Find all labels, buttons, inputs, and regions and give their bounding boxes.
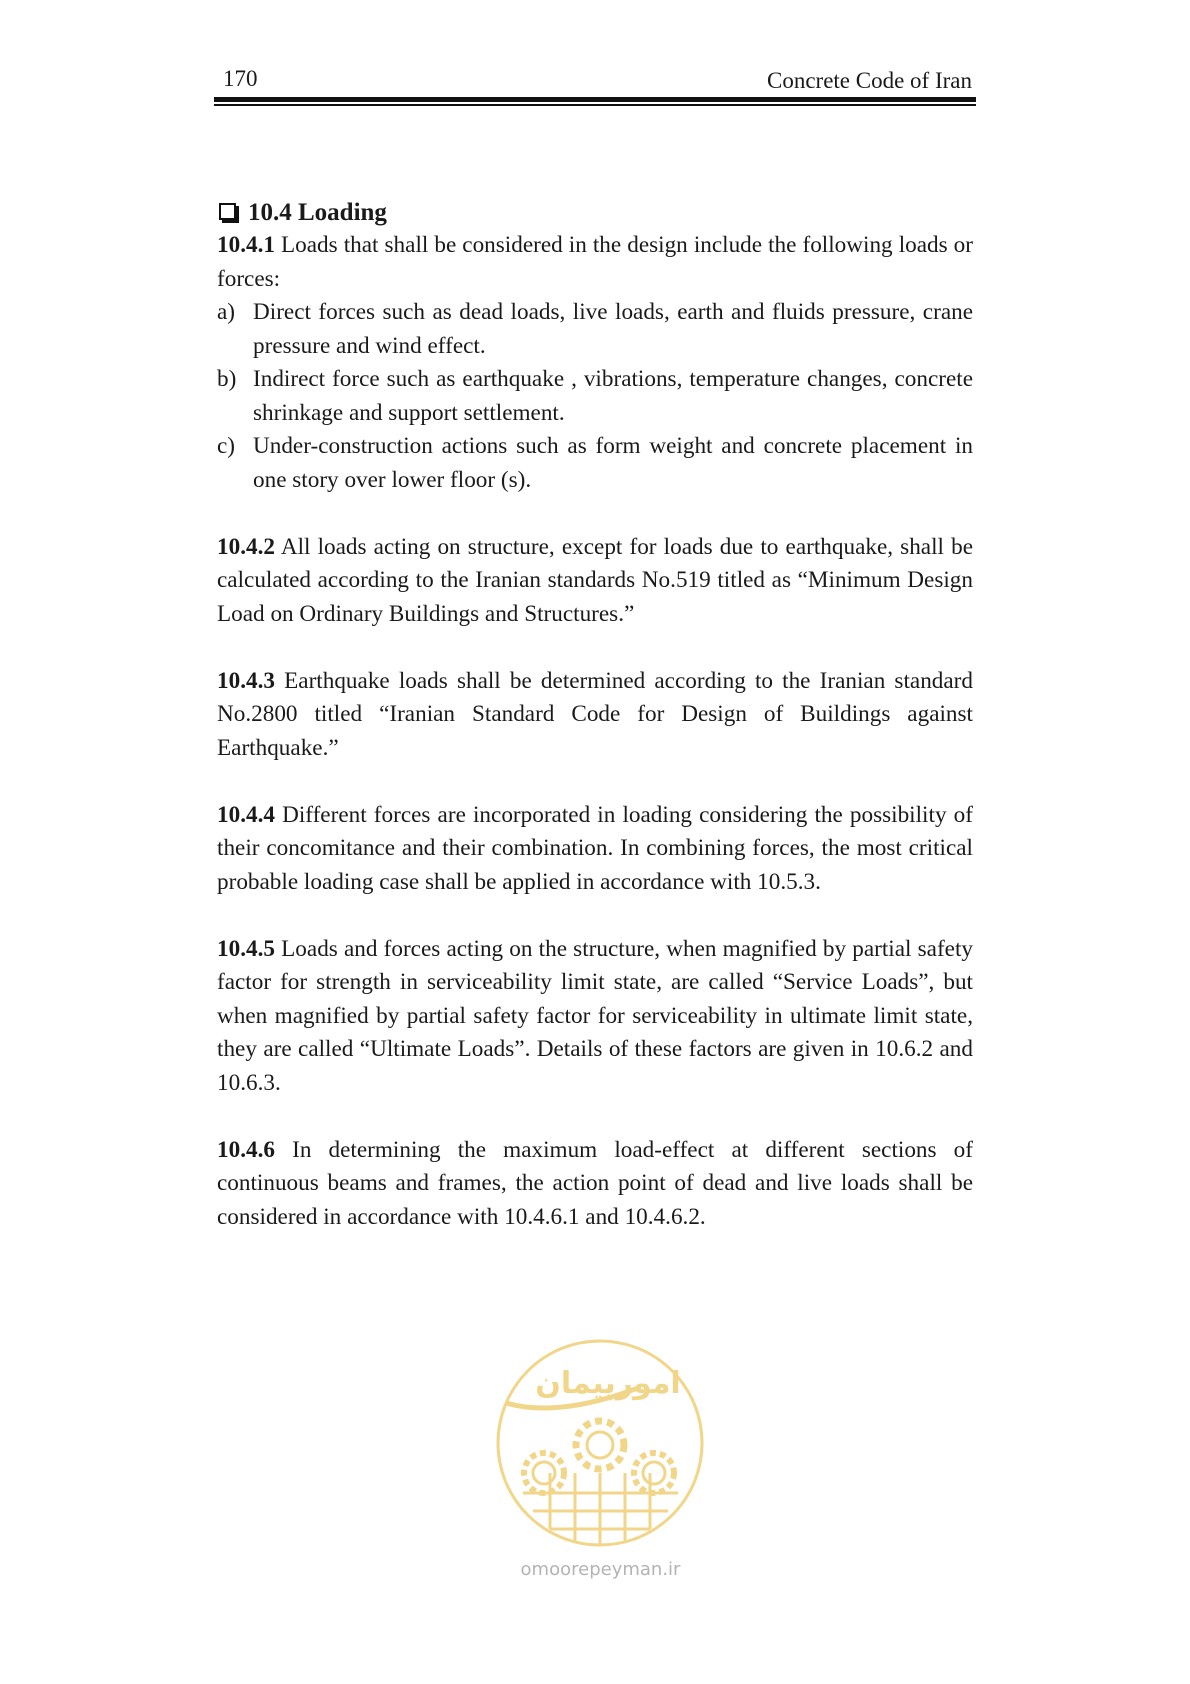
clause-number: 10.4.1	[217, 232, 275, 258]
header-rule-thin	[214, 104, 976, 106]
clause-10-4-4	[217, 799, 973, 900]
clause-text: Loads and forces acting on the structure, when magnified by partial safety factor for strength in serviceability limit state, are called “Service Loads”, but when magnified by partial safety factor for serviceability in ultimate limit state, they are called “Ultimate Loads”. Details of these factors are given in 10.6.2 and 10.6.3.	[217, 935, 973, 1096]
clause-10-4-1	[217, 229, 973, 296]
watermark	[488, 1333, 713, 1593]
watermark-logo-icon	[488, 1333, 713, 1553]
list-item-text: Direct forces such as dead loads, live loads, earth and fluids pressure, crane pressure and wind effect.	[253, 299, 973, 359]
clause-text: In determining the maximum load-effect at different sections of continuous beams and frames, the action point of dead and live loads shall be considered in accordance with 10.4.6.1 and 10.4.6.2.	[217, 1136, 973, 1230]
list-item-text: Indirect force such as earthquake , vibrations, temperature changes, concrete shrinkage and support settlement.	[253, 366, 973, 426]
clause-text: All loads acting on structure, except for loads due to earthquake, shall be calculated according to the Iranian standards No.519 titled as “Minimum Design Load on Ordinary Buildings and Structures.”	[217, 533, 973, 627]
list-marker: b)	[217, 366, 237, 392]
list-item	[217, 363, 973, 430]
header-rule-thick	[214, 97, 976, 102]
running-title: Concrete Code of Iran	[766, 68, 972, 93]
checkbox-icon	[219, 203, 236, 220]
list-marker: c)	[217, 433, 236, 459]
clause-10-4-3	[217, 665, 973, 766]
clause-text: Loads that shall be considered in the design include the following loads or forces:	[217, 232, 973, 292]
clause-number: 10.4.3	[217, 667, 275, 694]
clause-text: Earthquake loads shall be determined according to the Iranian standard No.2800 titled “Iranian Standard Code for Design of Buildings against Earthquake.”	[217, 667, 973, 761]
clause-item-list	[217, 296, 973, 497]
page-number: 170	[223, 66, 258, 91]
page-content	[217, 196, 973, 1234]
list-item	[217, 430, 973, 497]
clause-10-4-6	[217, 1134, 973, 1235]
page-header	[217, 64, 974, 94]
clause-10-4-5	[217, 933, 973, 1101]
clause-text: Different forces are incorporated in loading considering the possibility of their concomitance and their combination. In combining forces, the most critical probable loading case shall be applied in accordance with 10.5.3.	[217, 801, 973, 895]
list-item-text: Under-construction actions such as form weight and concrete placement in one story over lower floor (s).	[253, 433, 973, 493]
clause-number: 10.4.4	[217, 801, 275, 828]
clause-number: 10.4.2	[217, 533, 275, 560]
clause-10-4-2	[217, 531, 973, 632]
section-heading	[217, 196, 973, 229]
list-marker: a)	[217, 299, 236, 325]
section-heading-text: 10.4 Loading	[248, 199, 387, 226]
list-item	[217, 296, 973, 363]
clause-number: 10.4.6	[217, 1136, 275, 1163]
watermark-url: omoorepeyman.ir	[520, 1559, 681, 1580]
clause-number: 10.4.5	[217, 935, 275, 962]
watermark-logo-script: امورپیمان	[535, 1366, 681, 1401]
